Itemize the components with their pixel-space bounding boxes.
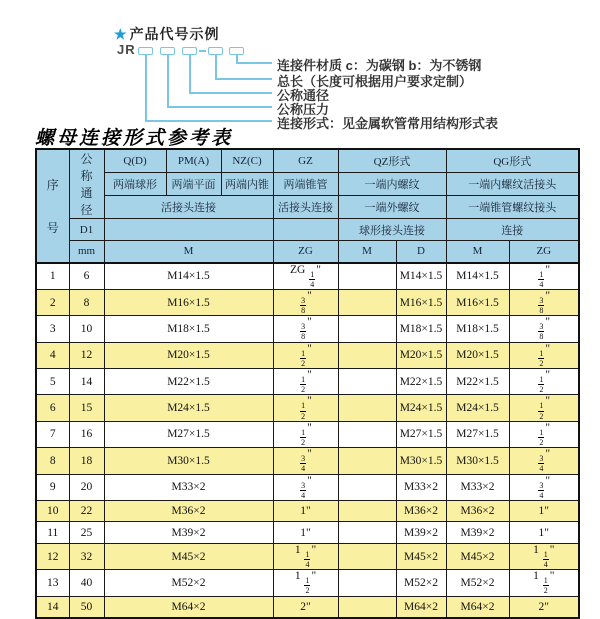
cell-m: M64×2 xyxy=(104,596,273,618)
cell-gz-zg: $\frac{3}{4}$ " xyxy=(273,448,338,474)
header-qg-zg: ZG xyxy=(509,241,579,263)
cell-qz-d: M27×1.5 xyxy=(396,421,446,447)
table-row xyxy=(36,263,579,290)
cell-qg-zg: $\frac{1}{2}$ " xyxy=(509,369,579,395)
diagram-heading xyxy=(114,24,220,44)
cell-qg-m: M14×1.5 xyxy=(446,263,509,290)
cell-qg-zg: 1 $\frac{1}{2}$ " xyxy=(509,570,579,596)
cell-qg-zg: 1" xyxy=(509,500,579,522)
cell-qg-zg: 1" xyxy=(509,522,579,544)
header-qg-type1: 一端内螺纹活接头 xyxy=(446,172,579,195)
table-row xyxy=(36,500,579,522)
cell-qg-zg: $\frac{1}{4}$ " xyxy=(509,263,579,290)
code-dash xyxy=(199,50,206,52)
cell-m: M39×2 xyxy=(104,522,273,544)
cell-m: M45×2 xyxy=(104,543,273,569)
cell-qz-m xyxy=(338,543,396,569)
code-box-5 xyxy=(229,47,244,55)
cell-dn: 50 xyxy=(69,596,104,618)
cell-qg-zg: $\frac{1}{2}$ " xyxy=(509,395,579,421)
header-qz-conn: 球形接头连接 xyxy=(338,219,446,241)
cell-seq: 7 xyxy=(36,421,69,447)
cell-qg-zg: $\frac{3}{4}$ " xyxy=(509,474,579,500)
table-row xyxy=(36,570,579,596)
cell-qz-m xyxy=(338,500,396,522)
header-dn: 公 称 通 径 xyxy=(69,149,104,219)
cell-qz-d: M45×2 xyxy=(396,543,446,569)
cell-qz-d: M18×1.5 xyxy=(396,316,446,342)
cell-seq: 12 xyxy=(36,543,69,569)
table-row xyxy=(36,369,579,395)
cell-dn: 8 xyxy=(69,289,104,315)
cell-qg-m: M64×2 xyxy=(446,596,509,618)
diagram-heading-text: 产品代号示例 xyxy=(129,26,220,42)
cell-m: M16×1.5 xyxy=(104,289,273,315)
table-row xyxy=(36,395,579,421)
cell-dn: 22 xyxy=(69,500,104,522)
connector-line xyxy=(167,55,169,107)
cell-seq: 9 xyxy=(36,474,69,500)
header-m-merged: M xyxy=(104,241,273,263)
cell-qg-zg: $\frac{3}{8}$ " xyxy=(509,289,579,315)
cell-seq: 6 xyxy=(36,395,69,421)
cell-qg-m: M16×1.5 xyxy=(446,289,509,315)
cell-seq: 4 xyxy=(36,342,69,368)
header-qg-m: M xyxy=(446,241,509,263)
cell-m: M24×1.5 xyxy=(104,395,273,421)
cell-gz-zg: $\frac{3}{8}$ " xyxy=(273,289,338,315)
header-qpn-joint: 活接头连接 xyxy=(104,195,273,218)
cell-dn: 14 xyxy=(69,369,104,395)
label-connection-type: 连接形式：见金属软管常用结构形式表 xyxy=(277,116,499,131)
header-blank xyxy=(104,219,273,241)
label-nominal-pressure: 公称压力 xyxy=(277,102,330,117)
table-row xyxy=(36,289,579,315)
table-row xyxy=(36,448,579,474)
cell-qg-m: M20×1.5 xyxy=(446,342,509,368)
cell-seq: 8 xyxy=(36,448,69,474)
connector-line xyxy=(215,55,217,79)
cell-qg-m: M45×2 xyxy=(446,543,509,569)
cell-dn: 12 xyxy=(69,342,104,368)
cell-m: M30×1.5 xyxy=(104,448,273,474)
table-row xyxy=(36,522,579,544)
header-qz-m: M xyxy=(338,241,396,263)
table-row xyxy=(36,474,579,500)
cell-seq: 13 xyxy=(36,570,69,596)
cell-qg-zg: 2" xyxy=(509,596,579,618)
cell-qz-m xyxy=(338,448,396,474)
header-qz-type1: 一端内螺纹 xyxy=(338,172,446,195)
cell-gz-zg: ZG $\frac{1}{4}$ " xyxy=(273,263,338,290)
cell-gz-zg: $\frac{3}{4}$ " xyxy=(273,474,338,500)
cell-qg-zg: $\frac{3}{4}$ " xyxy=(509,448,579,474)
cell-qg-zg: $\frac{3}{8}$ " xyxy=(509,316,579,342)
header-gz-type: 两端锥管 xyxy=(273,172,338,195)
code-box-4 xyxy=(208,47,223,55)
cell-dn: 40 xyxy=(69,570,104,596)
header-gz: GZ xyxy=(273,149,338,172)
connector-line xyxy=(145,55,147,121)
cell-qz-m xyxy=(338,289,396,315)
cell-qg-zg: $\frac{1}{2}$ " xyxy=(509,342,579,368)
code-box-1 xyxy=(138,47,153,55)
cell-qz-d: M52×2 xyxy=(396,570,446,596)
cell-seq: 3 xyxy=(36,316,69,342)
cell-gz-zg: 1" xyxy=(273,522,338,544)
table-row xyxy=(36,342,579,368)
header-blank-gz xyxy=(273,219,338,241)
star-icon: ★ xyxy=(114,26,128,42)
cell-qz-d: M22×1.5 xyxy=(396,369,446,395)
cell-qz-d: M64×2 xyxy=(396,596,446,618)
header-pm: PM(A) xyxy=(166,149,221,172)
cell-gz-zg: $\frac{1}{2}$ " xyxy=(273,342,338,368)
cell-m: M20×1.5 xyxy=(104,342,273,368)
cell-seq: 1 xyxy=(36,263,69,290)
cell-dn: 18 xyxy=(69,448,104,474)
cell-qz-d: M36×2 xyxy=(396,500,446,522)
product-code-prefix: JR xyxy=(117,42,136,57)
header-d1: D1 xyxy=(69,219,104,241)
header-mm: mm xyxy=(69,241,104,263)
cell-qg-m: M33×2 xyxy=(446,474,509,500)
connector-line xyxy=(189,92,272,94)
cell-dn: 15 xyxy=(69,395,104,421)
cell-qz-d: M33×2 xyxy=(396,474,446,500)
cell-m: M22×1.5 xyxy=(104,369,273,395)
cell-gz-zg: $\frac{1}{2}$ " xyxy=(273,369,338,395)
label-material: 连接件材质 c：为碳钢 b：为不锈钢 xyxy=(277,58,482,73)
cell-m: M36×2 xyxy=(104,500,273,522)
cell-qz-m xyxy=(338,316,396,342)
cell-dn: 6 xyxy=(69,263,104,290)
cell-qz-m xyxy=(338,596,396,618)
header-qz: QZ形式 xyxy=(338,149,446,172)
cell-qg-zg: $\frac{1}{2}$ " xyxy=(509,421,579,447)
connector-line xyxy=(145,120,272,122)
cell-qz-d: M24×1.5 xyxy=(396,395,446,421)
cell-seq: 14 xyxy=(36,596,69,618)
cell-qg-m: M36×2 xyxy=(446,500,509,522)
header-gz-joint: 活接头连接 xyxy=(273,195,338,218)
cell-qg-m: M24×1.5 xyxy=(446,395,509,421)
cell-gz-zg: $\frac{1}{2}$ " xyxy=(273,395,338,421)
cell-qz-m xyxy=(338,522,396,544)
cell-qz-d: M30×1.5 xyxy=(396,448,446,474)
cell-qg-m: M52×2 xyxy=(446,570,509,596)
cell-dn: 25 xyxy=(69,522,104,544)
cell-gz-zg: $\frac{3}{8}$ " xyxy=(273,316,338,342)
table-row xyxy=(36,543,579,569)
cell-dn: 32 xyxy=(69,543,104,569)
connector-line xyxy=(167,106,272,108)
cell-qz-m xyxy=(338,369,396,395)
header-qz-d: D xyxy=(396,241,446,263)
header-qz-type2: 一端外螺纹 xyxy=(338,195,446,218)
table-title: 螺母连接形式参考表 xyxy=(35,128,234,149)
cell-gz-zg: 1" xyxy=(273,500,338,522)
header-qg: QG形式 xyxy=(446,149,579,172)
connector-line xyxy=(189,55,191,93)
cell-m: M18×1.5 xyxy=(104,316,273,342)
cell-qg-m: M18×1.5 xyxy=(446,316,509,342)
table-row xyxy=(36,316,579,342)
header-q: Q(D) xyxy=(104,149,166,172)
table-row xyxy=(36,421,579,447)
cell-m: M33×2 xyxy=(104,474,273,500)
cell-seq: 2 xyxy=(36,289,69,315)
cell-seq: 11 xyxy=(36,522,69,544)
header-pm-type: 两端平面 xyxy=(166,172,221,195)
cell-seq: 5 xyxy=(36,369,69,395)
cell-qg-m: M30×1.5 xyxy=(446,448,509,474)
cell-qz-m xyxy=(338,421,396,447)
cell-qg-zg: 1 $\frac{1}{4}$ " xyxy=(509,543,579,569)
cell-m: M27×1.5 xyxy=(104,421,273,447)
header-q-type: 两端球形 xyxy=(104,172,166,195)
cell-seq: 10 xyxy=(36,500,69,522)
connector-line xyxy=(215,78,272,80)
label-nominal-diameter: 公称通径 xyxy=(277,88,330,103)
cell-gz-zg: 1 $\frac{1}{2}$ " xyxy=(273,570,338,596)
header-zg-gz: ZG xyxy=(273,241,338,263)
header-qg-conn: 连接 xyxy=(446,219,579,241)
connector-line xyxy=(236,62,272,64)
cell-qz-d: M16×1.5 xyxy=(396,289,446,315)
cell-qz-d: M14×1.5 xyxy=(396,263,446,290)
cell-qz-d: M20×1.5 xyxy=(396,342,446,368)
cell-qz-m xyxy=(338,395,396,421)
cell-m: M52×2 xyxy=(104,570,273,596)
cell-dn: 20 xyxy=(69,474,104,500)
code-box-2 xyxy=(160,47,175,55)
header-nz-type: 两端内锥 xyxy=(221,172,273,195)
cell-qg-m: M39×2 xyxy=(446,522,509,544)
header-nz: NZ(C) xyxy=(221,149,273,172)
header-seq: 序 号 xyxy=(36,149,69,263)
cell-qz-m xyxy=(338,474,396,500)
cell-qz-m xyxy=(338,570,396,596)
label-length: 总长（长度可根据用户要求定制） xyxy=(277,74,473,89)
cell-qz-m xyxy=(338,263,396,290)
code-box-3 xyxy=(182,47,197,55)
cell-dn: 16 xyxy=(69,421,104,447)
header-qg-type2: 一端锥管螺纹接头 xyxy=(446,195,579,218)
cell-qg-m: M27×1.5 xyxy=(446,421,509,447)
cell-m: M14×1.5 xyxy=(104,263,273,290)
cell-qg-m: M22×1.5 xyxy=(446,369,509,395)
nut-connection-reference-table xyxy=(35,148,580,619)
table-row xyxy=(36,596,579,618)
cell-dn: 10 xyxy=(69,316,104,342)
cell-gz-zg: $\frac{1}{2}$ " xyxy=(273,421,338,447)
cell-gz-zg: 2" xyxy=(273,596,338,618)
cell-gz-zg: 1 $\frac{1}{4}$ " xyxy=(273,543,338,569)
cell-qz-m xyxy=(338,342,396,368)
cell-qz-d: M39×2 xyxy=(396,522,446,544)
